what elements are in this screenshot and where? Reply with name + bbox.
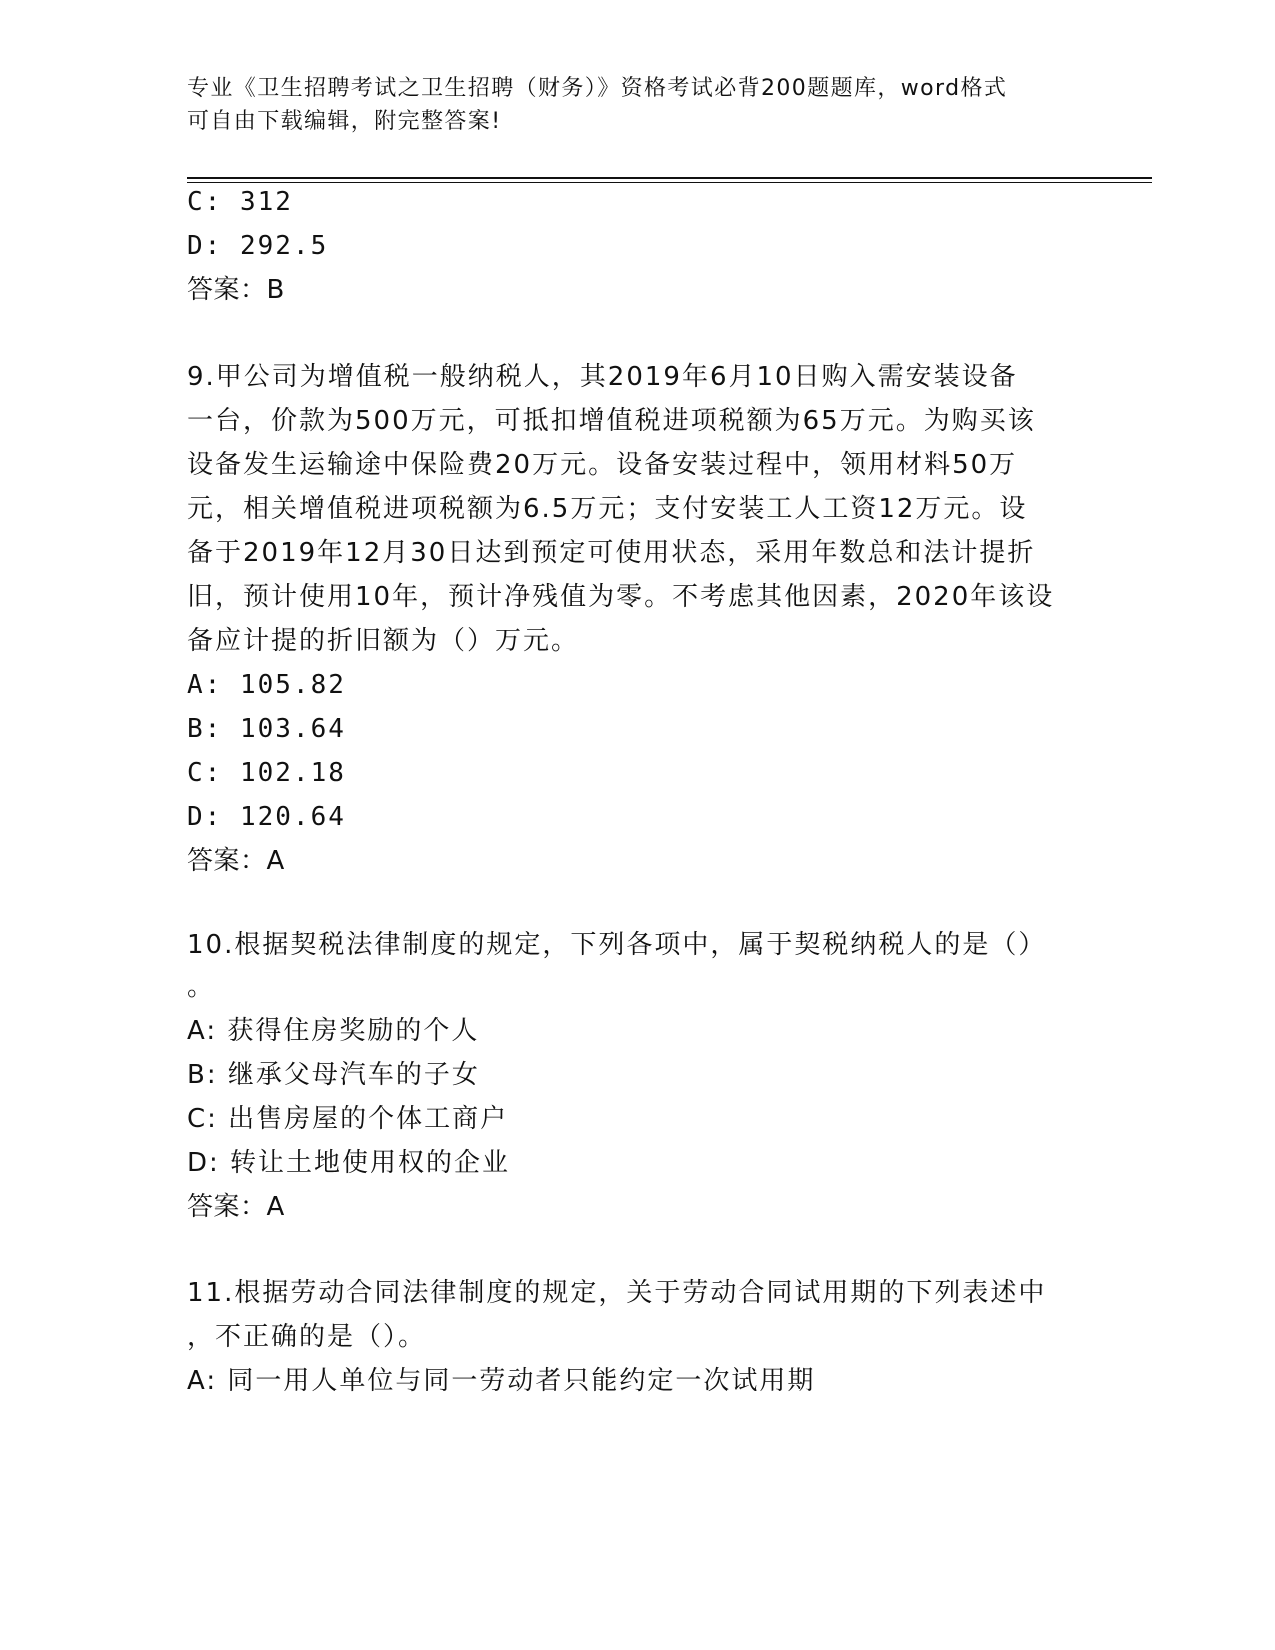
question-10-option-c: C: 出售房屋的个体工商户 <box>187 1104 509 1134</box>
question-9-answer: 答案：A <box>187 846 285 876</box>
question-9-option-b: B: 103.64 <box>187 714 346 744</box>
question-11-line: 11.根据劳动合同法律制度的规定，关于劳动合同试用期的下列表述中 <box>187 1278 1047 1308</box>
header-divider-thin <box>187 182 1152 183</box>
prev-option-d: D: 292.5 <box>187 231 329 261</box>
question-10-line: 10.根据契税法律制度的规定，下列各项中，属于契税纳税人的是（） <box>187 930 1047 960</box>
header-divider-thick <box>187 177 1152 179</box>
question-9-option-a: A: 105.82 <box>187 670 346 700</box>
header-line-1: 专业《卫生招聘考试之卫生招聘（财务）》资格考试必背200题题库，word格式 <box>187 76 1008 101</box>
question-9-line: 旧，预计使用10年，预计净残值为零。不考虑其他因素，2020年该设 <box>187 582 1055 612</box>
question-9-line: 备应计提的折旧额为（）万元。 <box>187 626 580 656</box>
question-9-line: 备于2019年12月30日达到预定可使用状态，采用年数总和法计提折 <box>187 538 1036 568</box>
question-11-option-a: A: 同一用人单位与同一劳动者只能约定一次试用期 <box>187 1366 816 1396</box>
header-line-2: 可自由下载编辑，附完整答案! <box>187 109 502 134</box>
question-9-line: 元，相关增值税进项税额为6.5万元；支付安装工人工资12万元。设 <box>187 494 1028 524</box>
question-9-line: 9.甲公司为增值税一般纳税人，其2019年6月10日购入需安装设备 <box>187 362 1018 392</box>
question-10-answer: 答案：A <box>187 1192 285 1222</box>
question-11-line: ，不正确的是（）。 <box>187 1322 427 1352</box>
document-header <box>187 72 1077 138</box>
question-9-option-c: C: 102.18 <box>187 758 346 788</box>
question-10-option-b: B: 继承父母汽车的子女 <box>187 1060 480 1090</box>
question-10-line: 。 <box>187 972 216 1002</box>
question-10-option-a: A: 获得住房奖励的个人 <box>187 1016 480 1046</box>
question-9-option-d: D: 120.64 <box>187 802 346 832</box>
question-10-option-d: D: 转让土地使用权的企业 <box>187 1148 511 1178</box>
prev-option-c: C: 312 <box>187 187 293 217</box>
question-9-line: 一台，价款为500万元，可抵扣增值税进项税额为65万元。为购买该 <box>187 406 1036 436</box>
question-9-line: 设备发生运输途中保险费20万元。设备安装过程中，领用材料50万 <box>187 450 1018 480</box>
prev-answer: 答案：B <box>187 275 285 305</box>
